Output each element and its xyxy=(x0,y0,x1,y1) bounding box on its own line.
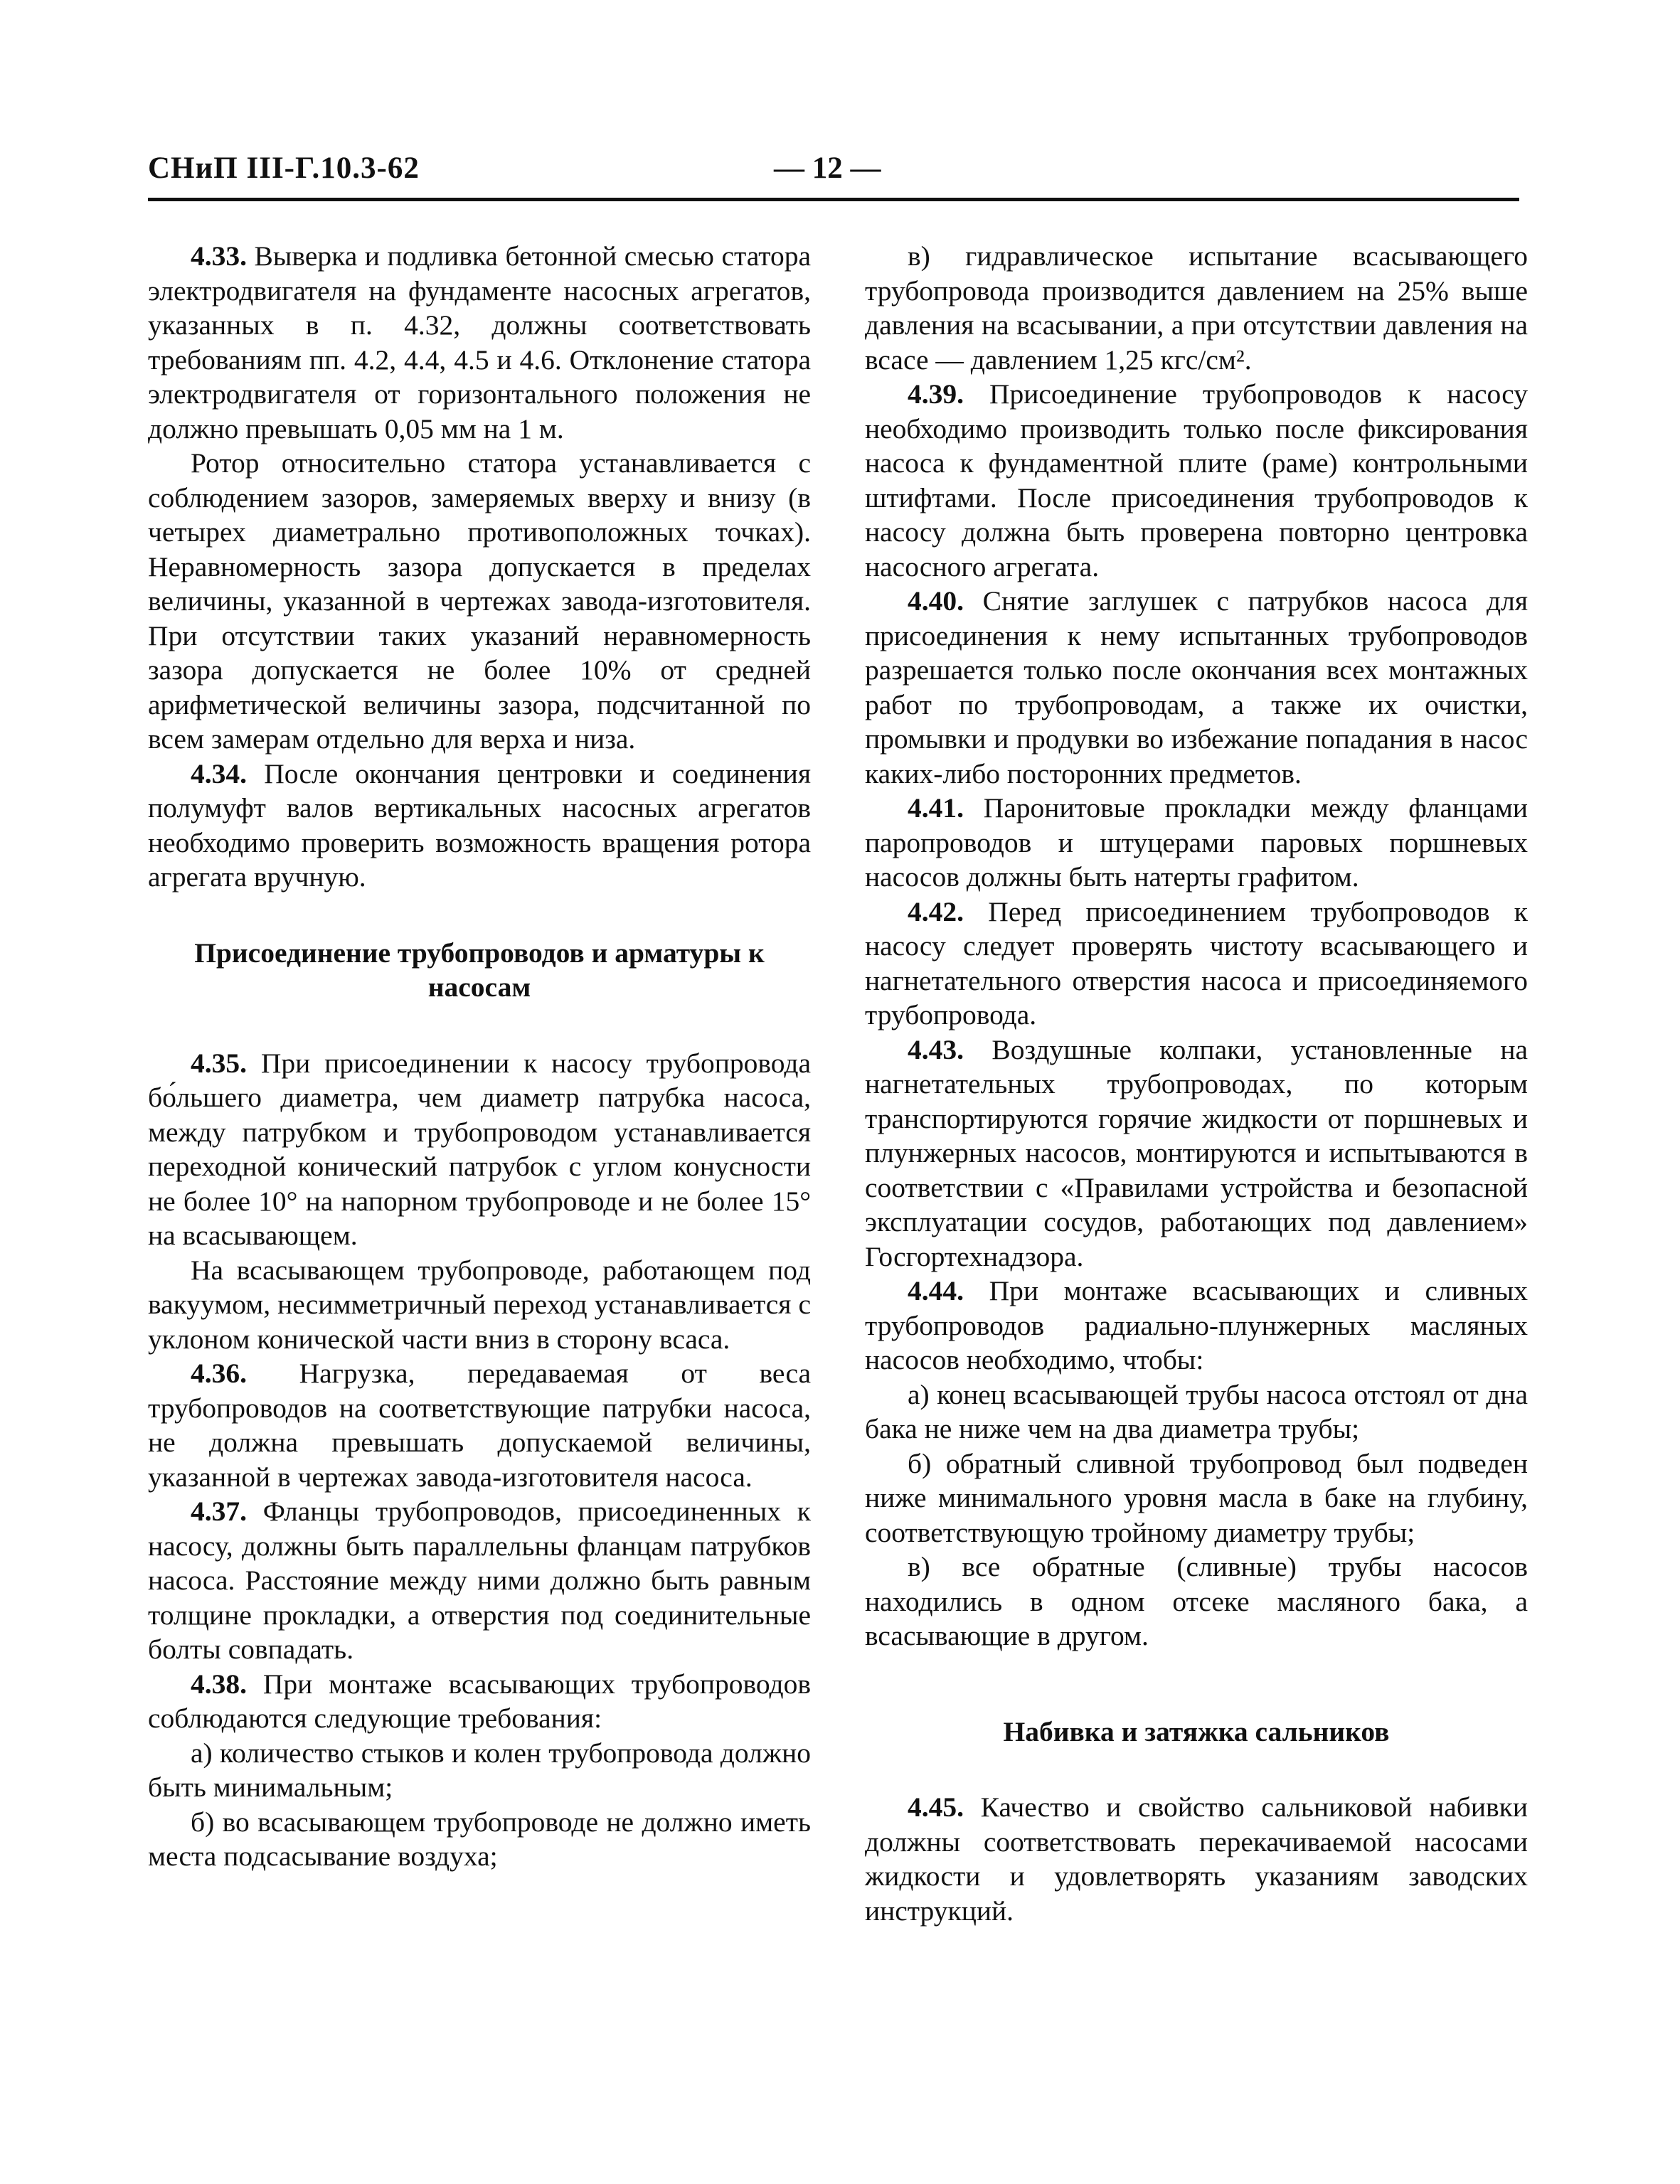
paragraph-4-36: 4.36. Нагрузка, передаваемая от веса трубопроводов на соответствующие патрубки насоса, не должна превышать допускаемой величины, указанной в чертежах завода-изготовителя насоса. xyxy=(148,1358,811,1493)
paragraph-4-34: 4.34. После окончания центровки и соединения полумуфт валов вертикальных насосных агрегатов необходимо проверить возможность вращения ротора агрегата вручную. xyxy=(148,757,811,893)
list-item-4-38-c: в) гидравлическое испытание всасывающего трубопровода производится давлением на 25% выше давления на всасывании, а при отсутствии давления на всасе — давлением 1,25 кгс/см². xyxy=(865,240,1528,375)
header-rule xyxy=(148,198,1519,201)
document-code: СНиП III-Г.10.3-62 xyxy=(148,151,420,185)
paragraph-4-41: 4.41. Паронитовые прокладки между фланцами паропроводов и штуцерами паровых поршневых насосов должны быть натерты графитом. xyxy=(865,792,1528,893)
section-heading-pipe-connection: Присоединение трубопроводов и арматуры к насосам xyxy=(194,937,765,1003)
right-column xyxy=(865,239,1528,1928)
paragraph-4-37: 4.37. Фланцы трубопроводов, присоединенных к насосу, должны быть параллельны фланцам патрубков насоса. Расстояние между ними должно быть равным толщине прокладки, а отверстия под соединительные болты совпадать. xyxy=(148,1496,811,1665)
left-column xyxy=(148,239,811,1874)
paragraph-4-42: 4.42. Перед присоединением трубопроводов к насосу следует проверять чистоту всасывающего и нагнетательного отверстия насоса и присоединяемого трубопровода. xyxy=(865,895,1528,1030)
paragraph-4-33-rotor: Ротор относительно статора устанавливается с соблюдением зазоров, замеряемых вверху и внизу (в четырех диаметрально противоположных точках). Неравномерность зазора допускается в пределах величины, указанной в чертежах завода-изготовителя. При отсутствии таких указаний неравномерность зазора допускается не более 10% от средней арифметической величины зазора, подсчитанной по всем замерам отдельно для верха и низа. xyxy=(148,447,811,755)
paragraph-4-35-vacuum: На всасывающем трубопроводе, работающем под вакуумом, несимметричный переход устанавливается с уклоном конической части вниз в сторону всаса. xyxy=(148,1254,811,1355)
list-item-4-38-b: б) во всасывающем трубопроводе не должно иметь места подсасывание воздуха; xyxy=(148,1806,811,1872)
paragraph-4-39: 4.39. Присоединение трубопроводов к насосу необходимо производить только после фиксирования насоса к фундаментной плите (раме) контрольными штифтами. После присоединения трубопроводов к насосу должна быть проверена повторно центровка насосного агрегата. xyxy=(865,378,1528,582)
paragraph-4-45: 4.45. Качество и свойство сальниковой набивки должны соответствовать перекачиваемой насосами жидкости и удовлетворять указаниям заводских инструкций. xyxy=(865,1791,1528,1927)
page-header xyxy=(148,151,1519,201)
paragraph-4-35: 4.35. При присоединении к насосу трубопровода бо́льшего диаметра, чем диаметр патрубка насоса, между патрубком и трубопроводом устанавливается переходной конический патрубок с углом конусности не более 10° на напорном трубопроводе и не более 15° на всасывающем. xyxy=(148,1047,811,1251)
list-item-4-44-c: в) все обратные (сливные) трубы насосов находились в одном отсеке масляного бака, а всасывающие в другом. xyxy=(865,1551,1528,1651)
paragraph-4-38: 4.38. При монтаже всасывающих трубопроводов соблюдаются следующие требования: xyxy=(148,1668,811,1734)
paragraph-4-40: 4.40. Снятие заглушек с патрубков насоса для присоединения к нему испытанных трубопроводов разрешается только после окончания всех монтажных работ по трубопроводам, а также их очистки, промывки и продувки во избежание попадания в насос каких-либо посторонних предметов. xyxy=(865,585,1528,789)
list-item-4-38-a: а) количество стыков и колен трубопровода должно быть минимальным; xyxy=(148,1737,811,1803)
section-heading-gland-packing: Набивка и затяжка сальников xyxy=(1003,1715,1390,1747)
paragraph-4-43: 4.43. Воздушные колпаки, установленные на нагнетательных трубопроводах, по которым транспортируются горячие жидкости от поршневых и плунжерных насосов, монтируются и испытываются в соответствии с «Правилами устройства и безопасной эксплуатации сосудов, работающих под давлением» Госгортехнадзора. xyxy=(865,1033,1528,1272)
page-number: — 12 — xyxy=(774,151,881,185)
paragraph-4-44: 4.44. При монтаже всасывающих и сливных трубопроводов радиально-плунжерных масляных насосов необходимо, чтобы: xyxy=(865,1275,1528,1375)
list-item-4-44-a: а) конец всасывающей трубы насоса отстоял от дна бака не ниже чем на два диаметра трубы; xyxy=(865,1378,1528,1444)
paragraph-4-33: 4.33. Выверка и подливка бетонной смесью статора электродвигателя на фундаменте насосных агрегатов, указанных в п. 4.32, должны соответствовать требованиям пп. 4.2, 4.4, 4.5 и 4.6. Отклонение статора электродвигателя от горизонтального положения не должно превышать 0,05 мм на 1 м. xyxy=(148,240,811,444)
list-item-4-44-b: б) обратный сливной трубопровод был подведен ниже минимального уровня масла в баке на глубину, соответствующую тройному диаметру трубы; xyxy=(865,1447,1528,1548)
